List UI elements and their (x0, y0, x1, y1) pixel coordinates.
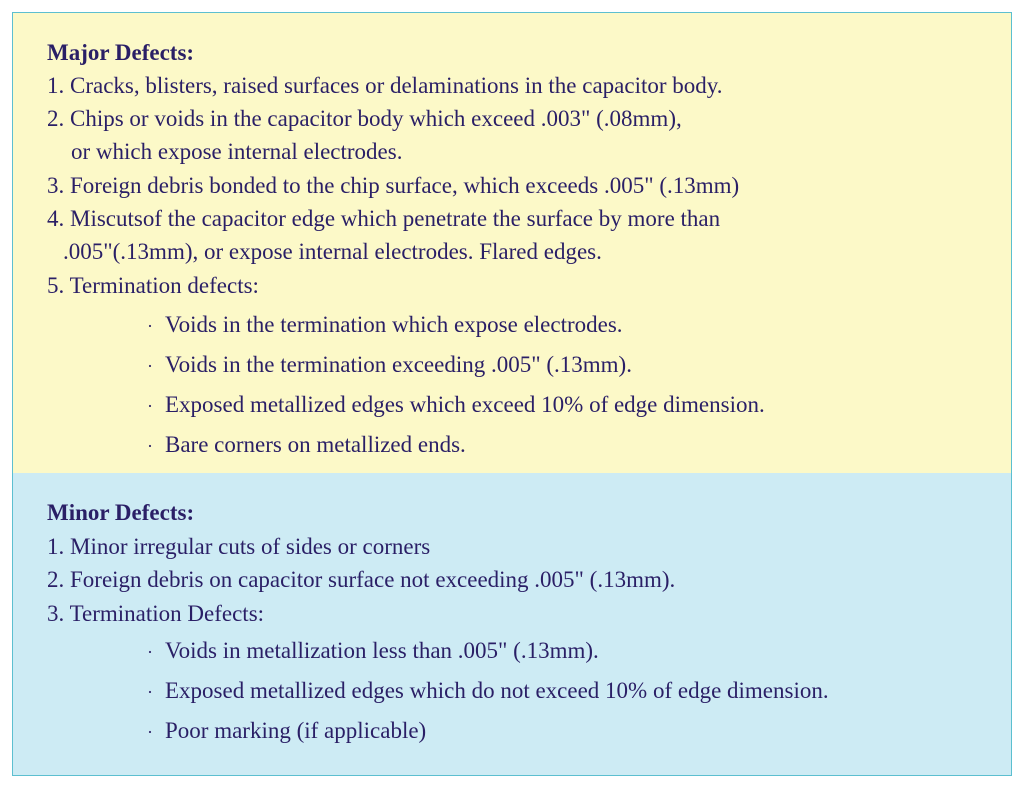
bullet-dot-icon: · (147, 356, 153, 376)
bullet-text: Bare corners on metallized ends. (165, 432, 466, 457)
major-defect-item-5: 5. Termination defects: (47, 273, 259, 298)
major-defect-item-4: 4. Miscutsof the capacitor edge which penetrate the surface by more than (47, 206, 721, 231)
minor-termination-bullet (147, 634, 599, 669)
minor-defects-heading: Minor Defects: (47, 500, 195, 525)
bullet-dot-icon: · (147, 682, 153, 702)
major-termination-bullet (147, 308, 623, 343)
major-defect-item-2-continued: or which expose internal electrodes. (71, 139, 403, 164)
major-termination-bullet (147, 428, 466, 463)
minor-defects-section (13, 473, 1011, 776)
major-termination-bullet (147, 348, 632, 383)
major-termination-bullet (147, 388, 765, 423)
major-defect-item-4-continued: .005"(.13mm), or expose internal electrodes. Flared edges. (63, 239, 602, 264)
defects-panel (12, 12, 1012, 776)
minor-termination-bullet (147, 714, 426, 749)
bullet-dot-icon: · (147, 436, 153, 456)
major-defects-section (13, 13, 1011, 473)
major-defect-item-3: 3. Foreign debris bonded to the chip surface, which exceeds .005" (.13mm) (47, 173, 740, 198)
major-defects-heading: Major Defects: (47, 40, 195, 65)
bullet-dot-icon: · (147, 316, 153, 336)
bullet-text: Voids in metallization less than .005" (.13mm). (165, 638, 599, 663)
bullet-text: Poor marking (if applicable) (165, 718, 427, 743)
major-defect-item-1: 1. Cracks, blisters, raised surfaces or delaminations in the capacitor body. (47, 73, 723, 98)
bullet-text: Exposed metallized edges which do not exceed 10% of edge dimension. (165, 678, 829, 703)
minor-defect-item-1: 1. Minor irregular cuts of sides or corners (47, 534, 431, 559)
minor-defect-item-2: 2. Foreign debris on capacitor surface not exceeding .005" (.13mm). (47, 567, 676, 592)
bullet-text: Exposed metallized edges which exceed 10% of edge dimension. (165, 392, 765, 417)
bullet-dot-icon: · (147, 642, 153, 662)
bullet-text: Voids in the termination exceeding .005" (.13mm). (165, 352, 632, 377)
bullet-dot-icon: · (147, 396, 153, 416)
minor-defect-item-3: 3. Termination Defects: (47, 601, 265, 626)
bullet-dot-icon: · (147, 722, 153, 742)
major-defect-item-2: 2. Chips or voids in the capacitor body which exceed .003" (.08mm), (47, 106, 682, 131)
minor-termination-bullet (147, 674, 829, 709)
bullet-text: Voids in the termination which expose electrodes. (165, 312, 623, 337)
